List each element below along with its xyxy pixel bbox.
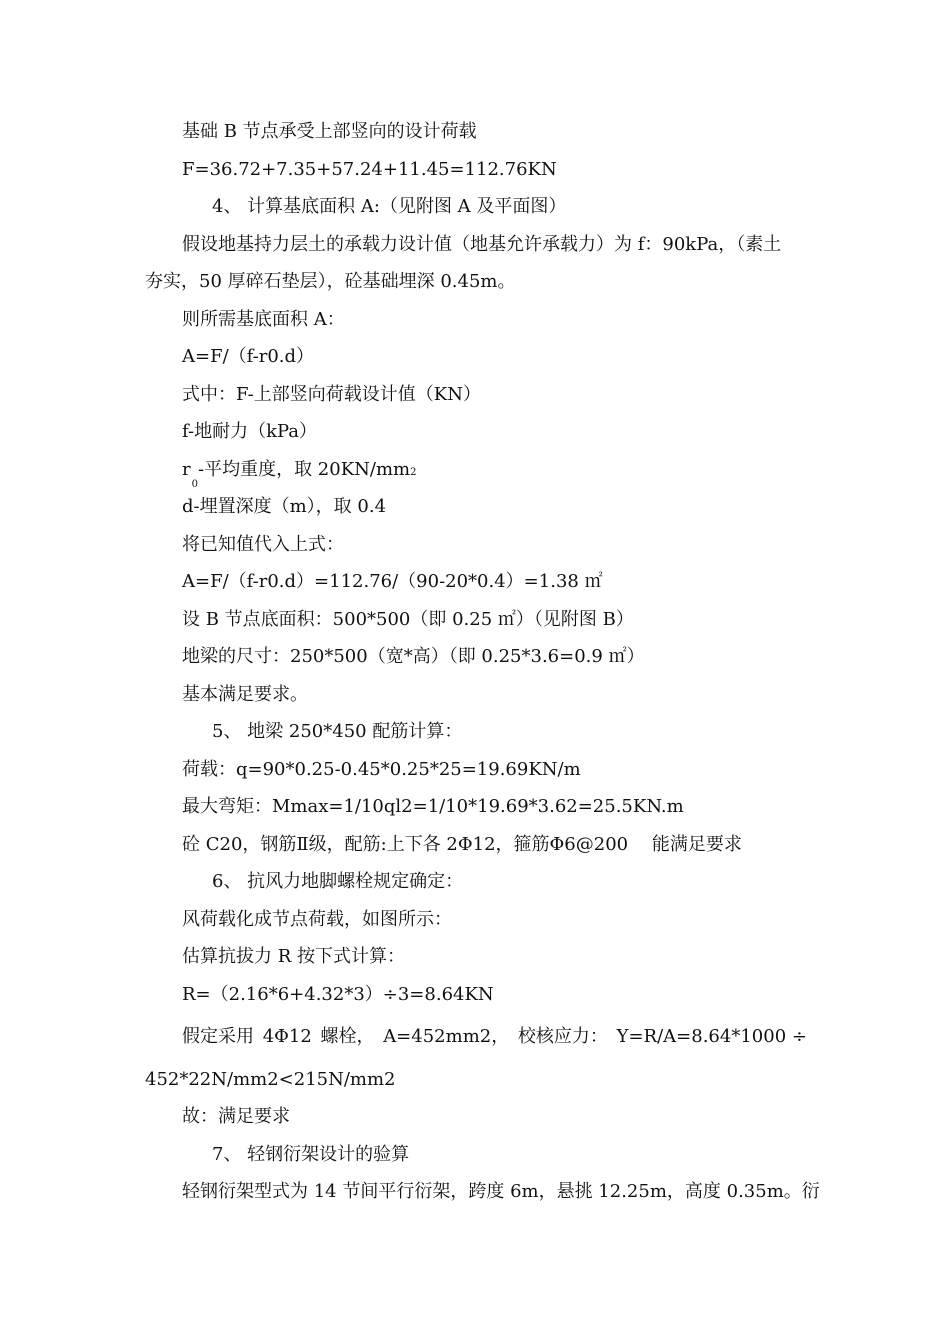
- text-line: 砼 C20，钢筋Ⅱ级，配筋:上下各 2Φ12，箍筋Φ6@200 能满足要求: [182, 834, 742, 855]
- section-heading: 5、 地梁 250*450 配筋计算：: [212, 721, 463, 742]
- text-fragment: 4Φ12: [262, 1026, 312, 1047]
- text-fragment: -平均重度，取 20KN/mm: [197, 459, 411, 480]
- text-line: 地梁的尺寸：250*500（宽*高）（即 0.25*3.6=0.9 ㎡）: [182, 646, 645, 667]
- text-line: 估算抗拔力 R 按下式计算：: [182, 946, 405, 967]
- text-line: F=36.72+7.35+57.24+11.45=112.76KN: [182, 159, 557, 180]
- section-heading: 6、 抗风力地脚螺栓规定确定：: [212, 871, 464, 892]
- text-line: 风荷载化成节点荷载，如图所示：: [182, 909, 452, 930]
- section-heading: 4、 计算基底面积 A:（见附图 A 及平面图）: [212, 196, 567, 217]
- formula-line: A=F/（f-r0.d）=112.76/（90-20*0.4）=1.38 ㎡: [182, 571, 603, 592]
- text-fragment: 校核应力：: [517, 1026, 608, 1047]
- text-line: 设 B 节点底面积：500*500（即 0.25 ㎡）（见附图 B）: [182, 609, 634, 630]
- text-line: 则所需基底面积 A：: [182, 309, 345, 330]
- text-line: f-地耐力（kPa）: [182, 421, 318, 442]
- section-heading: 7、 轻钢衍架设计的验算: [212, 1144, 410, 1165]
- formula-line: 荷载：q=90*0.25-0.45*0.25*25=19.69KN/m: [182, 759, 581, 780]
- text-fragment: A=452mm2，: [383, 1026, 510, 1047]
- text-line: 将已知值代入上式：: [182, 534, 344, 555]
- symbol-r: r: [182, 459, 191, 480]
- text-line: 故：满足要求: [182, 1106, 290, 1127]
- text-fragment: 假定采用: [182, 1026, 254, 1047]
- text-line: 夯实，50 厚碎石垫层），砼基础埋深 0.45m。: [145, 271, 516, 292]
- text-line: 轻钢衍架型式为 14 节间平行衍架，跨度 6m，悬挑 12.25m，高度 0.35m。衍: [182, 1181, 820, 1202]
- formula-line: A=F/（f-r0.d）: [182, 346, 315, 367]
- text-line: 基础 B 节点承受上部竖向的设计荷载: [182, 121, 477, 142]
- formula-line: 452*22N/mm2<215N/mm2: [145, 1069, 396, 1090]
- formula-line: R=（2.16*6+4.32*3）÷3=8.64KN: [182, 984, 494, 1005]
- text-line: 假设地基持力层土的承载力设计值（地基允许承载力）为 f：90kPa，（素土: [182, 234, 782, 255]
- text-line: [182, 458, 417, 490]
- text-fragment: Y=R/A=8.64*1000 ÷: [616, 1026, 807, 1047]
- superscript: 2: [410, 467, 417, 478]
- text-line: 基本满足要求。: [182, 684, 308, 705]
- text-line: d-埋置深度（m），取 0.4: [182, 496, 387, 517]
- formula-line: 最大弯矩：Mmax=1/10ql2=1/10*19.69*3.62=25.5KN.m: [182, 796, 684, 817]
- subscript: 0: [191, 479, 198, 490]
- text-line: 式中：F-上部竖向荷载设计值（KN）: [182, 384, 481, 405]
- justified-line: [182, 1025, 807, 1049]
- text-fragment: 螺栓，: [320, 1026, 375, 1047]
